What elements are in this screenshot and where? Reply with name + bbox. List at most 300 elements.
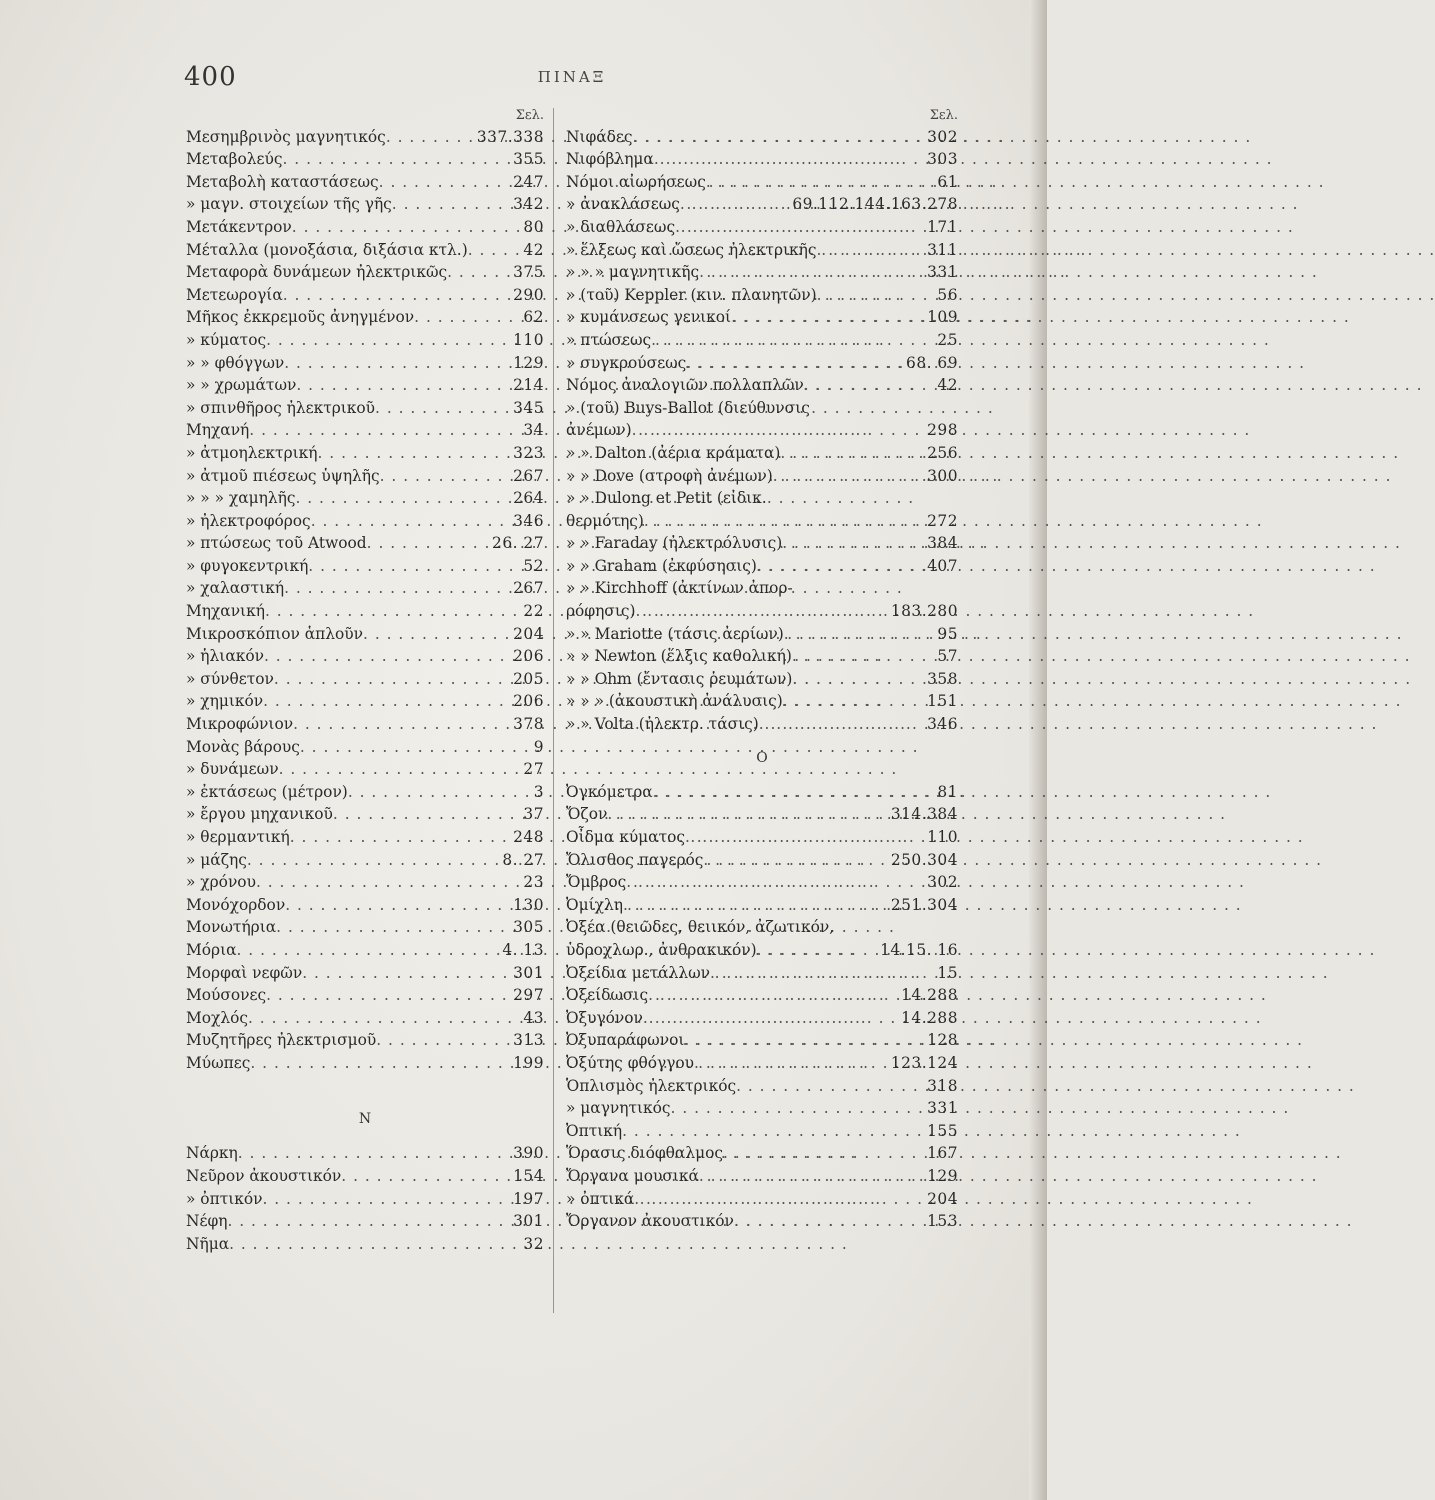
entry-page-number: 43: [523, 1008, 544, 1027]
index-entry: [566, 487, 958, 510]
entry-term: Ὄμβρος: [566, 873, 627, 892]
leader-dots: [633, 126, 925, 149]
entry-term: » χρόνου: [186, 873, 256, 892]
entry-page-number: 297: [513, 986, 544, 1005]
index-entry: [186, 352, 544, 375]
entry-page-number: 26. 27: [492, 534, 544, 553]
index-entry: [186, 1188, 544, 1211]
entry-term: » πτώσεως: [566, 330, 652, 349]
index-entry: [186, 1052, 544, 1075]
index-entry: [566, 690, 958, 713]
index-entry: [186, 532, 544, 555]
index-entry: [566, 871, 958, 894]
leader-dots: [784, 623, 935, 646]
leader-dots: [333, 803, 521, 826]
entry-page-number: 68. 69: [906, 353, 958, 372]
entry-page-number: 8. 27: [502, 850, 544, 869]
entry-term: Ὀξείδια μετάλλων: [566, 963, 710, 982]
entry-term: Μηχανή: [186, 421, 250, 440]
entry-term: Μορφαὶ νεφῶν: [186, 963, 303, 982]
leader-dots: [367, 532, 489, 555]
index-entry: [566, 916, 958, 939]
entry-term: » » Newton (ἕλξις καθολική): [566, 647, 792, 666]
entry-term: Μόρια: [186, 940, 237, 959]
index-entry: [566, 1097, 958, 1120]
leader-dots: [699, 261, 924, 284]
entry-page-number: 171: [927, 217, 958, 236]
leader-dots: [290, 826, 510, 849]
entry-term: Μονωτήρια: [186, 918, 277, 937]
entry-page-number: 25: [937, 330, 958, 349]
entry-term: » ἡλιακόν: [186, 647, 264, 666]
entry-page-number: 247: [513, 172, 544, 191]
leader-dots: [296, 374, 510, 397]
entry-term: » » Faraday (ἠλεκτρόλυσις): [566, 534, 783, 553]
entry-term: Μεταβολὴ καταστάσεως: [186, 172, 379, 191]
entry-term: Μῆκος ἐκκρεμοῦς ἀνηγμένον: [186, 308, 415, 327]
entry-page-number: 9: [533, 737, 544, 756]
leader-dots: [283, 284, 510, 307]
leader-dots: [318, 442, 511, 465]
running-title: ΠΙΝΑΞ: [537, 68, 607, 86]
index-entry: [186, 239, 544, 262]
entry-term: » κυμάνσεως γενικοί: [566, 308, 732, 327]
index-entry: [566, 171, 958, 194]
entry-term: Μεσημβρινὸς μαγνητικός: [186, 127, 386, 146]
entry-term: » » » χαμηλῆς: [186, 489, 296, 508]
leader-dots: [706, 171, 935, 194]
leader-dots: [644, 510, 924, 533]
index-entry: [186, 736, 544, 759]
index-entry: [566, 826, 958, 849]
entry-page-number: 314.384: [890, 805, 958, 824]
entry-page-number: 42: [937, 376, 958, 395]
entry-page-number: 251.304: [890, 895, 958, 914]
entry-page-number: 204: [927, 1189, 958, 1208]
index-entry: [186, 126, 544, 149]
page-header: [182, 62, 962, 102]
leader-dots: [284, 577, 510, 600]
entry-term: » » » (ἀκουστικὴ ἀνάλυσις): [566, 692, 783, 711]
entry-term: » μαγν. στοιχείων τῆς γῆς: [186, 195, 392, 214]
index-entry: [186, 962, 544, 985]
index-entry-continuation: [566, 510, 958, 533]
entry-term: Μικροσκόπιον ἁπλοῦν: [186, 624, 364, 643]
index-entry: [186, 1210, 544, 1233]
entry-term: θερμότης): [566, 511, 644, 530]
index-entry: [186, 329, 544, 352]
entry-term: » ὀπτικά: [566, 1189, 635, 1208]
index-entry: [566, 148, 958, 171]
index-entry: [186, 758, 544, 781]
leader-dots: [380, 465, 510, 488]
entry-page-number: 214: [513, 376, 544, 395]
index-entry: [186, 419, 544, 442]
entry-term: » ἐκτάσεως (μέτρον): [186, 782, 348, 801]
entry-page-number: 37: [523, 805, 544, 824]
entry-term: » χημικόν: [186, 692, 264, 711]
index-entry: [566, 555, 958, 578]
leader-dots: [311, 510, 510, 533]
entry-term: Μικροφώνιον: [186, 715, 294, 734]
entry-term: Οἶδμα κύματος: [566, 828, 685, 846]
section-spacer: [186, 1075, 544, 1098]
leader-dots: [623, 894, 888, 917]
entry-term: Νόμοι αἰωρήσεως: [566, 172, 706, 191]
entry-page-number: 250.304: [890, 850, 958, 869]
entry-page-number: 197: [513, 1189, 544, 1208]
index-entry: [566, 1007, 958, 1030]
leader-dots: [773, 465, 924, 488]
leader-dots: [262, 1188, 510, 1211]
entry-term: » ἀνακλάσεως: [566, 195, 680, 214]
leader-dots: [285, 894, 510, 917]
entry-page-number: 153: [927, 1212, 958, 1231]
entry-term: Μονὰς βάρους: [186, 737, 300, 756]
entry-page-number: 110: [927, 828, 958, 846]
entry-page-number: 14.288: [901, 986, 958, 1005]
leader-dots: [675, 216, 924, 239]
leader-dots: [229, 1233, 520, 1256]
entry-term: » σύνθετον: [186, 669, 274, 688]
index-entry: [566, 984, 958, 1007]
leader-dots: [817, 239, 925, 262]
leader-dots: [265, 600, 520, 623]
index-entry: [186, 171, 544, 194]
leader-dots: [248, 1007, 520, 1030]
entry-page-number: 109: [927, 308, 958, 327]
entry-page-number: 302: [927, 127, 958, 146]
leader-dots: [654, 148, 924, 171]
entries-n: [186, 1142, 544, 1255]
entry-page-number: 129: [513, 353, 544, 372]
entry-term: » συγκρούσεως: [566, 353, 687, 372]
entry-page-number: 301: [513, 1212, 544, 1231]
leader-dots: [263, 690, 510, 713]
index-entry: [566, 1142, 958, 1165]
index-entry-continuation: [566, 600, 958, 623]
index-entry: [186, 1142, 544, 1165]
entry-page-number: 337.338: [476, 127, 544, 146]
entry-term: Νόμος ἀναλογιῶν πολλαπλῶν: [566, 376, 804, 395]
index-entry: [566, 193, 958, 216]
entry-term: Μηχανική: [186, 602, 265, 621]
leader-dots: [249, 419, 520, 442]
index-entry: [186, 1029, 544, 1052]
leader-dots: [295, 487, 510, 510]
entry-page-number: 346: [513, 511, 544, 530]
entry-page-number: 375: [513, 263, 544, 282]
entry-page-number: 130: [513, 895, 544, 914]
index-column-right: [566, 103, 958, 1233]
entry-page-number: 52: [523, 556, 544, 575]
leader-dots: [341, 1165, 510, 1188]
index-entry: [186, 939, 544, 962]
entry-page-number: 300: [927, 466, 958, 485]
leader-dots: [266, 984, 510, 1007]
leader-dots: [694, 1052, 888, 1075]
entry-page-number: 358: [927, 669, 958, 688]
entry-term: Μύωπες: [186, 1053, 251, 1072]
index-entry: [186, 374, 544, 397]
leader-dots: [302, 962, 510, 985]
leader-dots: [783, 690, 924, 713]
entry-term: » » Dulong et Petit (εἰδικ.: [566, 489, 767, 508]
entry-term: Ὀμίχλη: [566, 895, 623, 914]
entry-page-number: 345: [513, 398, 544, 417]
entry-term: Ὄζον: [566, 805, 608, 824]
leader-dots: [757, 555, 924, 578]
entry-page-number: 378: [513, 715, 544, 734]
index-entry: [566, 329, 958, 352]
leader-dots: [653, 781, 935, 804]
entry-term: Ὀξέα (θειῶδες, θειικόν, ἀζωτικόν,: [566, 918, 835, 937]
leader-dots: [634, 1188, 924, 1211]
entry-term: » » Dalton (ἀέρια κράματα): [566, 443, 781, 462]
leader-dots: [283, 148, 511, 171]
leader-dots: [247, 849, 499, 872]
leader-dots: [723, 1142, 924, 1165]
index-entry: [186, 1233, 544, 1256]
entry-page-number: 206: [513, 647, 544, 666]
entry-term: » ἔργου μηχανικοῦ: [186, 805, 333, 824]
entry-term: » » φθόγγων: [186, 353, 285, 372]
leader-dots: [414, 306, 520, 329]
leader-dots: [308, 555, 520, 578]
leader-dots: [227, 1210, 510, 1233]
leader-dots: [238, 1142, 510, 1165]
index-entry: [186, 713, 544, 736]
index-entry: [186, 261, 544, 284]
leader-dots: [348, 781, 531, 804]
leader-dots: [386, 126, 474, 149]
index-entry: [186, 1007, 544, 1030]
entry-term: Νιφόβλημα: [566, 150, 654, 169]
entry-page-number: 14.15. 16: [880, 940, 958, 959]
leader-dots: [392, 193, 510, 216]
leader-dots: [703, 849, 887, 872]
entry-page-number: 81: [937, 782, 958, 801]
entry-term: » δυνάμεων: [186, 760, 279, 779]
leader-dots: [680, 193, 789, 216]
entry-term: Μέταλλα (μονοξάσια, διξάσια κτλ.): [186, 240, 468, 259]
section-heading-n: Ν: [358, 1111, 372, 1128]
page-column-label: Σελ.: [515, 108, 544, 123]
leader-dots: [792, 668, 924, 691]
leader-dots: [734, 1210, 924, 1233]
index-entry: [186, 306, 544, 329]
index-entry: [186, 442, 544, 465]
leader-dots: [759, 713, 924, 736]
index-entry: [186, 1165, 544, 1188]
leader-dots: [626, 871, 924, 894]
entry-term: » » Volta (ἠλεκτρ. τάσις): [566, 715, 759, 734]
entry-term: » θερμαντική: [186, 828, 290, 846]
entry-term: » » Mariotte (τάσις ἀερίων): [566, 624, 784, 643]
index-entry: [186, 668, 544, 691]
entry-term: ὑδροχλωρ., ἀνθρακικόν): [566, 940, 757, 959]
index-entry: [186, 577, 544, 600]
leader-dots: [276, 916, 510, 939]
index-entry: [186, 871, 544, 894]
index-entry: [186, 216, 544, 239]
index-entry: [566, 668, 958, 691]
index-entry: [566, 239, 958, 262]
index-entry: [566, 397, 958, 420]
entry-term: » ἀτμοηλεκτρική: [186, 443, 318, 462]
index-entry: [186, 623, 544, 646]
entry-term: » » Graham (ἐκφύσησις): [566, 556, 757, 575]
index-entry: [566, 849, 958, 872]
entry-page-number: 331: [927, 263, 958, 282]
entry-page-number: 305: [513, 918, 544, 937]
entry-term: ἀνέμων): [566, 421, 632, 440]
entry-term: » διαθλάσεως: [566, 217, 676, 236]
entry-page-number: 346: [927, 715, 958, 734]
entry-page-number: 311: [927, 240, 958, 259]
leader-dots: [363, 623, 510, 646]
entry-page-number: 183.280: [890, 602, 958, 621]
index-entry: [566, 1120, 958, 1143]
index-entry-continuation: [566, 939, 958, 962]
leader-dots: [256, 871, 520, 894]
index-entry: [566, 284, 958, 307]
leader-dots: [284, 352, 510, 375]
entry-term: Ὁπλισμὸς ἠλεκτρικός: [566, 1076, 737, 1095]
entry-term: ρόφησις): [566, 602, 636, 621]
index-entry: [566, 894, 958, 917]
leader-dots: [757, 939, 877, 962]
index-entry: [566, 781, 958, 804]
entry-page-number: 128: [927, 1031, 958, 1050]
entry-term: Ὀξύτης φθόγγου: [566, 1053, 695, 1072]
entry-page-number: 22: [523, 602, 544, 621]
index-entry: [186, 690, 544, 713]
entry-page-number: 318: [927, 1076, 958, 1095]
leader-dots: [300, 736, 531, 759]
entry-term: » » Dove (στροφὴ ἀνέμων): [566, 466, 773, 485]
entry-term: Μετάκεντρον: [186, 217, 292, 236]
entry-term: » ἀτμοῦ πιέσεως ὑψηλῆς: [186, 466, 380, 485]
entry-page-number: 23: [523, 873, 544, 892]
entry-term: » ὀπτικόν: [186, 1189, 263, 1208]
entry-term: » πτώσεως τοῦ Atwood: [186, 534, 367, 553]
entry-page-number: 32: [523, 1234, 544, 1253]
leader-dots: [622, 1120, 924, 1143]
leader-dots: [635, 600, 887, 623]
leader-dots: [686, 352, 903, 375]
index-entry: [186, 916, 544, 939]
entry-term: Νῆμα: [186, 1234, 230, 1253]
entry-term: » (τοῦ) Keppler (κιν. πλανητῶν): [566, 285, 817, 304]
index-entry: [566, 352, 958, 375]
entry-term: Ὅρασις διόφθαλμος: [566, 1144, 723, 1163]
leader-dots: [237, 939, 500, 962]
leader-dots: [684, 1029, 924, 1052]
entry-page-number: 264: [513, 489, 544, 508]
entry-term: Ὀξυγόνον: [566, 1008, 643, 1027]
leader-dots: [643, 1007, 898, 1030]
entry-page-number: 313: [513, 1031, 544, 1050]
entry-page-number: 123.124: [890, 1053, 958, 1072]
index-entry: [566, 1029, 958, 1052]
leader-dots: [736, 1075, 924, 1098]
entry-page-number: 154: [513, 1166, 544, 1185]
entries-o: [566, 781, 958, 1233]
entry-page-number: 110: [513, 330, 544, 349]
index-entry: [186, 645, 544, 668]
leader-dots: [375, 397, 510, 420]
entry-term: » ἕλξεως καὶ ὤσεως ἠλεκτρικῆς: [566, 240, 817, 259]
index-entry: [566, 1052, 958, 1075]
entry-term: » » Ohm (ἔντασις ῥευμάτων): [566, 669, 793, 688]
index-entry: [186, 148, 544, 171]
entry-page-number: 62: [523, 308, 544, 327]
entry-page-number: 34: [523, 421, 544, 440]
entry-page-number: 3: [533, 782, 544, 801]
index-entry: [566, 306, 958, 329]
entry-term: » σπινθῆρος ἠλεκτρικοῦ: [186, 398, 376, 417]
entry-page-number: 151: [927, 692, 958, 711]
entry-term: Νέφη: [186, 1212, 228, 1231]
entry-page-number: 331: [927, 1099, 958, 1118]
leader-dots: [292, 216, 521, 239]
entry-page-number: 256: [927, 443, 958, 462]
index-entry: [186, 397, 544, 420]
index-entry: [186, 465, 544, 488]
entry-term: Νεῦρον ἀκουστικόν: [186, 1166, 342, 1185]
page-number: 400: [184, 62, 237, 92]
index-entry: [186, 600, 544, 623]
entry-page-number: 129: [927, 1166, 958, 1185]
index-entry: [566, 645, 958, 668]
entry-term: Μεταφορὰ δυνάμεων ἠλεκτρικῶς: [186, 263, 448, 282]
entry-term: Μετεωρογία: [186, 285, 283, 304]
leader-dots: [699, 1165, 924, 1188]
entry-term: Ὀξυπαράφωνοι: [566, 1031, 685, 1050]
entry-page-number: 204: [513, 624, 544, 643]
leader-dots: [376, 1029, 510, 1052]
entry-page-number: 272: [927, 511, 958, 530]
index-entry: [186, 984, 544, 1007]
entry-term: » φυγοκεντρική: [186, 556, 309, 575]
entry-term: Μούσονες: [186, 986, 267, 1005]
entry-page-number: 14.288: [901, 1008, 958, 1027]
index-entry: [566, 532, 958, 555]
entry-page-number: 302: [927, 873, 958, 892]
entry-page-number: 303: [927, 150, 958, 169]
index-entry: [186, 803, 544, 826]
page-column-label: Σελ.: [929, 108, 958, 123]
entry-page-number: 248: [513, 828, 544, 846]
entry-page-number: 61: [937, 172, 958, 191]
entry-page-number: 298: [927, 421, 958, 440]
entry-page-number: 42: [523, 240, 544, 259]
leader-dots: [379, 171, 510, 194]
entry-page-number: 384: [927, 534, 958, 553]
index-entry: [566, 216, 958, 239]
index-entry: [566, 126, 958, 149]
index-entry: [186, 826, 544, 849]
index-entry: [186, 487, 544, 510]
index-entry: [566, 623, 958, 646]
entry-page-number: 355: [513, 150, 544, 169]
section-heading-o: Ο: [756, 749, 768, 766]
entry-term: » » » μαγνητικῆς: [566, 263, 700, 282]
entry-page-number: 15: [937, 963, 958, 982]
index-entry: [566, 465, 958, 488]
leader-dots: [468, 239, 521, 262]
